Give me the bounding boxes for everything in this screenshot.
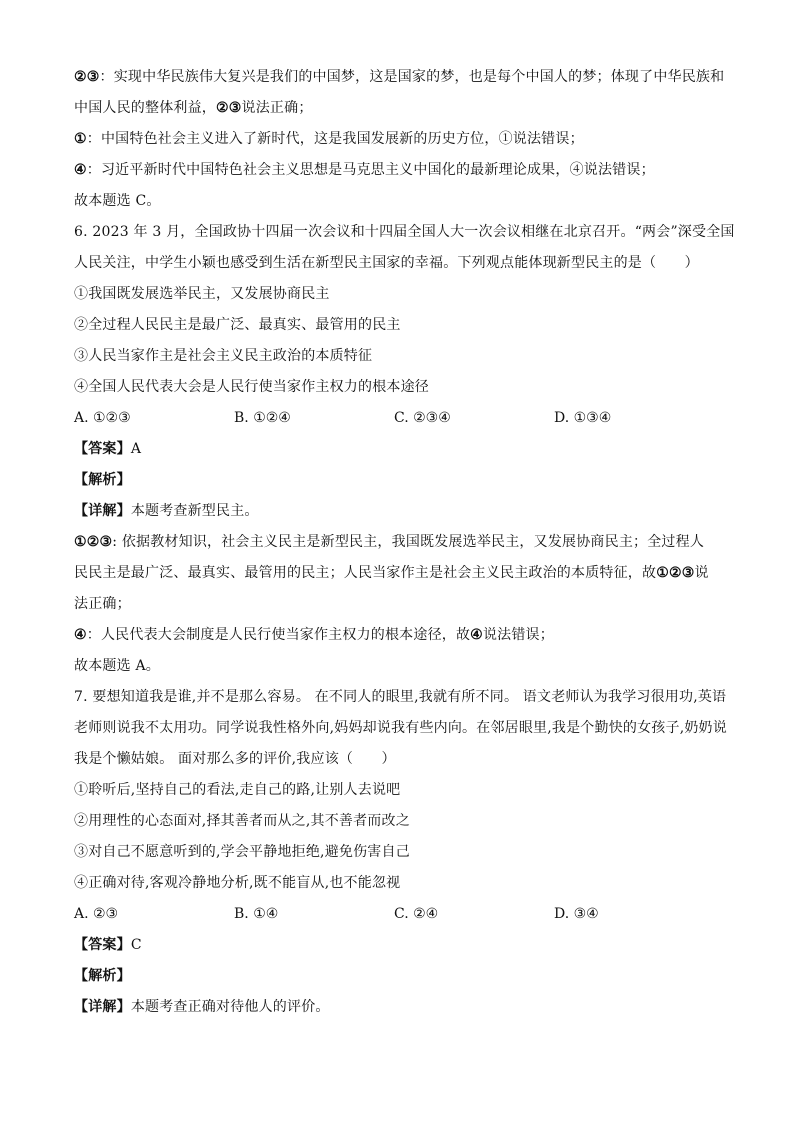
statement-item: ④正确对待,客观冷静地分析,既不能盲从,也不能忽视 xyxy=(74,875,401,891)
option-marker: ①②③ xyxy=(656,565,695,581)
answer-line xyxy=(74,930,724,961)
explanation-text: ：中国特色社会主义进入了新时代，这是我国发展新的历史方位，①说法错误； xyxy=(86,131,584,147)
explanation-text: : 依据教材知识，社会主义民主是新型民主，我国既发展选举民主，又发展协商民主；全过程人 xyxy=(112,534,705,550)
explanation-line xyxy=(74,620,724,651)
question-stem: 7. 要想知道我是谁,并不是那么容易。 在不同人的眼里,我就有所不同。 语文老师认为我学习很用功,英语 xyxy=(74,689,727,705)
option-marker: ④ xyxy=(74,627,87,643)
detail-text: 本题考查正确对待他人的评价。 xyxy=(130,999,330,1015)
explanation-text: ：人民代表大会制度是人民行使当家作主权力的根本途径，故 xyxy=(86,627,471,643)
option-marker: ① xyxy=(74,131,87,147)
option-d: D. ③④ xyxy=(554,906,599,922)
detail-tag: 【详解】 xyxy=(74,999,131,1015)
option-b: B. ①②④ xyxy=(234,410,291,426)
question-stem: 6. 2023 年 3 月，全国政协十四届一次会议和十四届全国人大一次会议相继在北京召开。“两会”深受全国 xyxy=(74,224,735,240)
statement-item: ③对自己不愿意听到的,学会平静地拒绝,避免伤害自己 xyxy=(74,844,410,860)
explanation-line xyxy=(74,62,724,93)
option-marker: ①②③ xyxy=(74,534,113,550)
answer-tag: 【答案】 xyxy=(74,441,131,457)
option-marker: ④ xyxy=(470,627,483,643)
answer-options xyxy=(74,403,724,434)
explanation-text: ：实现中华民族伟大复兴是我们的中国梦，这是国家的梦，也是每个中国人的梦；体现了中华民族和 xyxy=(99,69,725,85)
option-a: A. ①②③ xyxy=(74,410,131,426)
option-c: C. ②③④ xyxy=(394,410,451,426)
question-stem: 我是个懒姑娘。 面对那么多的评价,我应该（ ） xyxy=(74,751,396,767)
explanation-line xyxy=(74,558,724,589)
answer-value: A xyxy=(130,441,142,457)
explanation-text: 中国人民的整体利益， xyxy=(74,100,216,116)
option-d: D. ①③④ xyxy=(554,410,612,426)
answer-line xyxy=(74,434,724,465)
detail-line xyxy=(74,992,724,1023)
detail-text: 本题考查新型民主。 xyxy=(130,503,259,519)
statement-item: ③人民当家作主是社会主义民主政治的本质特征 xyxy=(74,348,373,364)
explanation-text: ：习近平新时代中国特色社会主义思想是马克思主义中国化的最新理论成果，④说法错误； xyxy=(86,162,655,178)
option-b: B. ①④ xyxy=(234,906,279,922)
analysis-tag: 【解析】 xyxy=(74,472,131,488)
conclusion-line: 故本题选 A。 xyxy=(74,658,160,674)
statement-item: ②全过程人民民主是最广泛、最真实、最管用的民主 xyxy=(74,317,401,333)
statement-item: ①聆听后,坚持自己的看法,走自己的路,让别人去说吧 xyxy=(74,782,401,798)
detail-tag: 【详解】 xyxy=(74,503,131,519)
explanation-line xyxy=(74,124,724,155)
option-marker: ④ xyxy=(74,162,87,178)
explanation-line xyxy=(74,93,724,124)
conclusion-line: 故本题选 C。 xyxy=(74,193,161,209)
analysis-tag: 【解析】 xyxy=(74,968,131,984)
explanation-text: 说法错误； xyxy=(482,627,554,643)
explanation-line xyxy=(74,155,724,186)
explanation-text: 民民主是最广泛、最真实、最管用的民主；人民当家作主是社会主义民主政治的本质特征，故 xyxy=(74,565,657,581)
answer-value: C xyxy=(130,937,142,953)
explanation-text: 说法正确； xyxy=(241,100,313,116)
explanation-line xyxy=(74,527,724,558)
statement-item: ④全国人民代表大会是人民行使当家作主权力的根本途径 xyxy=(74,379,429,395)
option-c: C. ②④ xyxy=(394,906,439,922)
explanation-line: 法正确； xyxy=(74,596,131,612)
document-content xyxy=(74,62,735,1023)
option-marker: ②③ xyxy=(216,100,242,116)
statement-item: ②用理性的心态面对,择其善者而从之,其不善者而改之 xyxy=(74,813,410,829)
detail-line xyxy=(74,496,724,527)
question-stem: 人民关注，中学生小颖也感受到生活在新型民主国家的幸福。下列观点能体现新型民主的是（ ） xyxy=(74,255,699,271)
statement-item: ①我国既发展选举民主，又发展协商民主 xyxy=(74,286,330,302)
answer-tag: 【答案】 xyxy=(74,937,131,953)
explanation-text: 说 xyxy=(694,565,709,581)
option-a: A. ②③ xyxy=(74,906,119,922)
question-stem: 老师则说我不太用功。同学说我性格外向,妈妈却说我有些内向。在邻居眼里,我是个勤快的女孩子,奶奶说 xyxy=(74,720,727,736)
answer-options xyxy=(74,899,724,930)
option-marker: ②③ xyxy=(74,69,100,85)
